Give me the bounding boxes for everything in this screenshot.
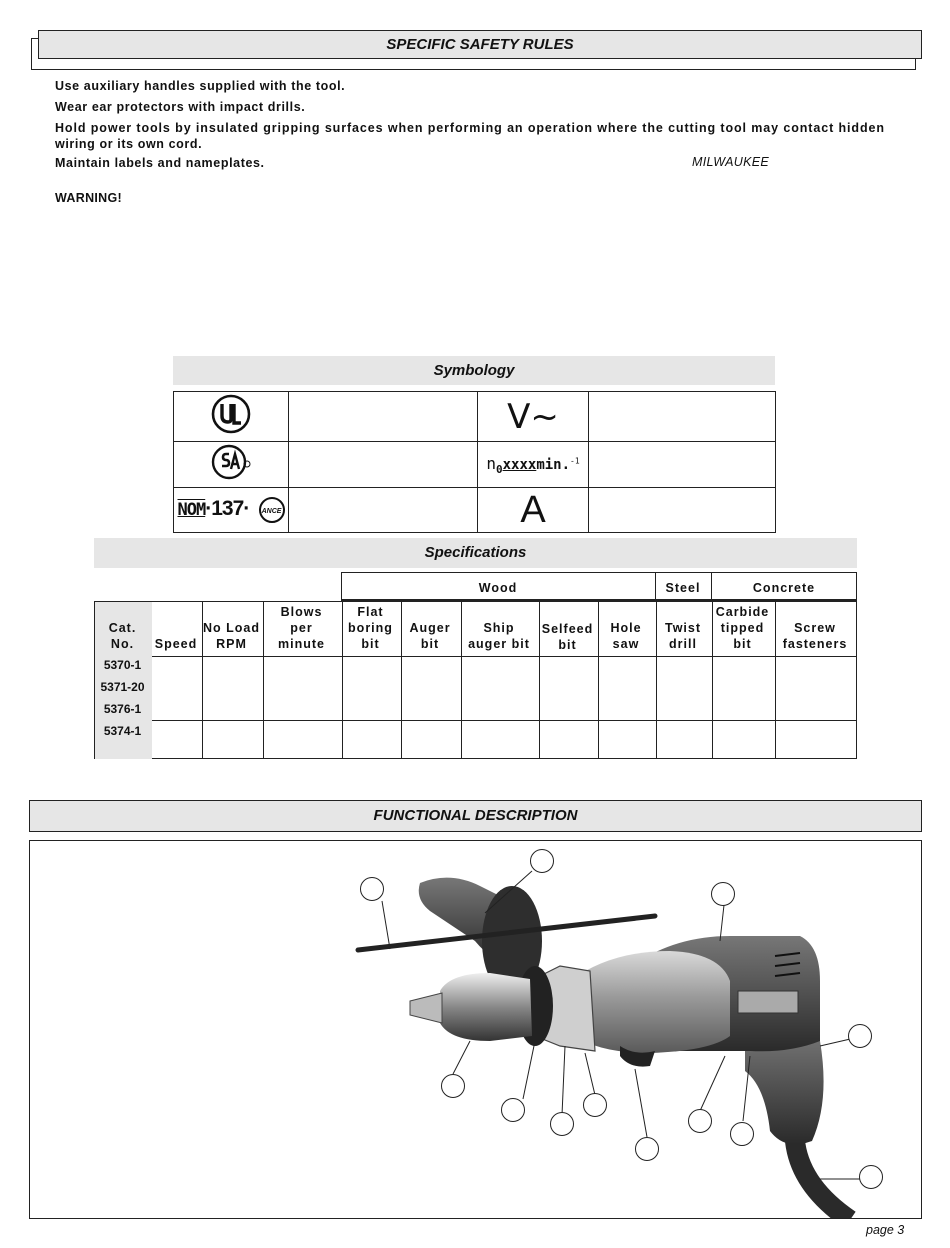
symbology-title: Symbology: [173, 356, 775, 385]
amps-cell: [478, 488, 589, 533]
rule-ear-protectors: Wear ear protectors with impact drills.: [55, 100, 306, 114]
nom-mark-cell: [174, 488, 289, 533]
col-speed: Speed: [154, 637, 198, 651]
col-selfeed-bit: Selfeed bit: [541, 622, 594, 652]
ul-mark-cell: [174, 392, 289, 442]
col-blows-per-minute: Blows per minute: [278, 605, 325, 651]
specifications-title: Specifications: [94, 538, 857, 568]
table-row-cat: 5376-1: [103, 702, 142, 716]
ul-desc-cell: [289, 392, 478, 442]
col-twist-drill: Twist drill: [664, 621, 702, 651]
group-wood: Wood: [478, 581, 518, 595]
volts-cell: [478, 392, 589, 442]
callout-7: [550, 1112, 574, 1136]
group-steel: Steel: [665, 581, 701, 595]
spec-header-row: [94, 601, 857, 655]
callout-6: [501, 1098, 525, 1122]
drill-illustration-frame: [29, 840, 922, 1219]
rule-insulated-grip: Hold power tools by insulated gripping surfaces when performing an operation where the cutting tool may contact hidden: [55, 121, 885, 135]
safety-rules-banner: [38, 30, 922, 59]
col-screw-fasteners: Screw fasteners: [782, 621, 848, 651]
warning-heading: WARNING!: [55, 191, 122, 205]
callout-8: [583, 1093, 607, 1117]
rpm-symbol: $n_0xxxxmin.^{-1}$: [486, 453, 580, 476]
symbology-table: [173, 391, 776, 533]
ul-logo-icon: [209, 393, 253, 435]
col-no-load-rpm: No Load RPM: [203, 621, 260, 651]
callout-9: [635, 1137, 659, 1161]
amps-desc-cell: [589, 488, 776, 533]
safety-rules-list: [55, 77, 925, 172]
nom-desc-cell: [289, 488, 478, 533]
rule-labels: Maintain labels and nameplates.: [55, 156, 265, 170]
functional-title: FUNCTIONAL DESCRIPTION: [373, 807, 578, 824]
row-line: [152, 656, 857, 657]
rpm-desc-cell: [589, 442, 776, 488]
functional-description-banner: [29, 800, 922, 832]
col-carbide-tipped-bit: Carbide tipped bit: [715, 605, 770, 651]
col-auger-bit: Auger bit: [409, 621, 451, 651]
drill-illustration: [30, 841, 922, 1219]
rule-handles: Use auxiliary handles supplied with the tool.: [55, 79, 346, 93]
callout-3: [711, 882, 735, 906]
page-number: page 3: [866, 1223, 905, 1237]
group-concrete: Concrete: [752, 581, 816, 595]
rule-insulated-grip-cont: wiring or its own cord.: [55, 137, 203, 151]
callout-10: [688, 1109, 712, 1133]
amps-symbol: A: [520, 489, 546, 531]
col-flat-boring-bit: Flat boring bit: [348, 605, 393, 651]
volts-symbol: V~: [507, 396, 559, 437]
col-ship-auger-bit: Ship auger bit: [468, 621, 530, 651]
callout-1: [360, 877, 384, 901]
volts-desc-cell: [589, 392, 776, 442]
callout-5: [441, 1074, 465, 1098]
row-line: [152, 720, 857, 721]
table-row-cat: 5374-1: [103, 724, 142, 738]
rpm-cell: [478, 442, 589, 488]
callout-2: [530, 849, 554, 873]
table-row-cat: 5370-1: [103, 658, 142, 672]
ance-logo-icon: ANCE: [259, 497, 285, 523]
col-hole-saw: Hole saw: [610, 621, 642, 651]
csa-desc-cell: [289, 442, 478, 488]
page-title: SPECIFIC SAFETY RULES: [386, 36, 574, 53]
table-row-cat: 5371-20: [100, 680, 145, 694]
col-cat-no: Cat. No.: [108, 621, 137, 651]
nom-logo: NOM·137·: [177, 496, 250, 520]
callout-4: [848, 1024, 872, 1048]
csa-mark-cell: [174, 442, 289, 488]
csa-logo-icon: [211, 443, 251, 481]
callout-12: [859, 1165, 883, 1189]
callout-11: [730, 1122, 754, 1146]
brand-text: MILWAUKEE: [692, 155, 770, 169]
